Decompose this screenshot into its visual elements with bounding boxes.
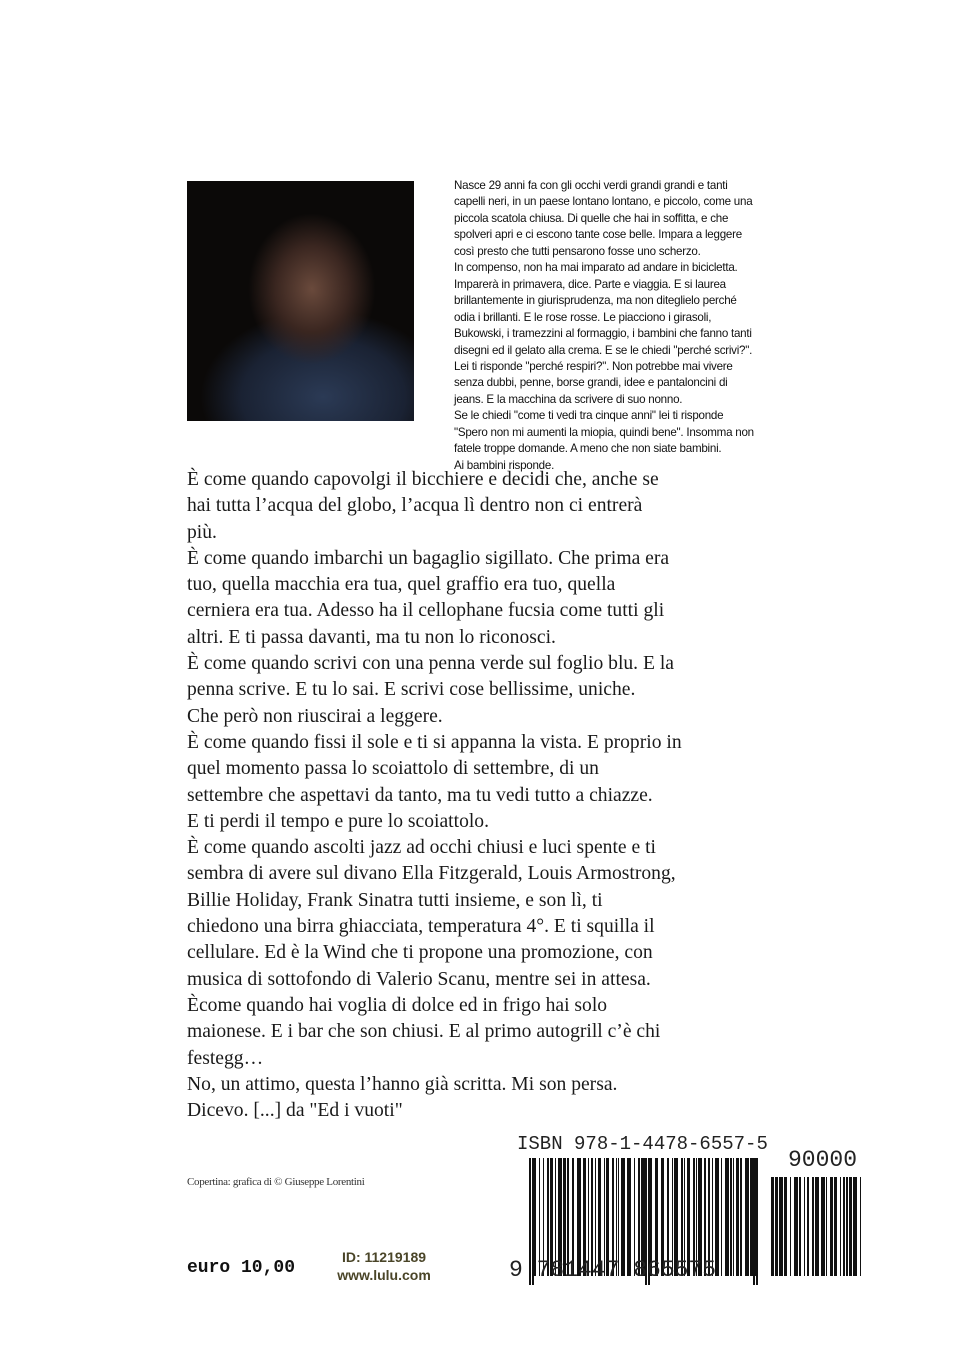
barcode-bar bbox=[755, 1158, 756, 1276]
isbn-label: ISBN 978-1-4478-6557-5 bbox=[517, 1133, 768, 1155]
barcode-bar bbox=[830, 1177, 833, 1276]
excerpt-line: Che però non riuscirai a leggere. bbox=[187, 705, 443, 727]
excerpt-line: festegg… bbox=[187, 1047, 264, 1069]
bio-line: capelli neri, in un paese lontano lontano, e piccolo, come una bbox=[454, 195, 753, 209]
barcode-bar bbox=[853, 1177, 857, 1276]
cover-credit: Copertina: grafica di © Giuseppe Lorentini bbox=[187, 1176, 365, 1188]
barcode-bar bbox=[740, 1158, 742, 1276]
excerpt-line: Billie Holiday, Frank Sinatra tutti insieme, e son lì, ti bbox=[187, 889, 603, 911]
lulu-id: ID: 11219189 bbox=[341, 1249, 427, 1265]
bio-line: brillantemente in giurisprudenza, ma non diteglielo perché bbox=[454, 294, 737, 308]
excerpt-line: penna scrive. E tu lo sai. E scrivi cose bellissime, uniche. bbox=[187, 679, 636, 701]
excerpt-line: settembre che aspettavi da tanto, ma tu vedi tutto a chiazze. bbox=[187, 784, 653, 806]
barcode-bar bbox=[730, 1158, 732, 1276]
bio-line: odia i brillanti. E le rose rosse. Le piacciono i girasoli, bbox=[454, 310, 712, 324]
bio-line: disegni ed il gelato alla crema. E se le chiedi "perché scrivi?". bbox=[454, 343, 753, 357]
bio-line: jeans. E la macchina da scrivere di suo nonno. bbox=[454, 392, 683, 406]
bio-line: spolveri apri e ci escono tante cose belle. Impara a leggere bbox=[454, 228, 742, 242]
barcode-bar bbox=[725, 1158, 729, 1276]
excerpt-line: È come quando ascolti jazz ad occhi chiusi e luci spente e ti bbox=[187, 837, 656, 859]
excerpt-line: tuo, quella macchia era tua, quel graffio era tuo, quella bbox=[187, 574, 616, 596]
barcode-digits: 9 781447 865575 bbox=[509, 1257, 717, 1283]
barcode-bar bbox=[804, 1177, 805, 1276]
bio-line: Bukowski, i tramezzini al formaggio, i bambini che fanno tanti bbox=[454, 327, 752, 341]
barcode-bar bbox=[834, 1177, 837, 1276]
excerpt-line: È come quando scrivi con una penna verde sul foglio blu. E la bbox=[187, 653, 674, 675]
barcode-bar bbox=[807, 1177, 809, 1276]
barcode-bar bbox=[750, 1158, 753, 1276]
excerpt-line: quel momento passa lo scoiattolo di settembre, di un bbox=[187, 758, 599, 780]
addon-code: 90000 bbox=[788, 1147, 858, 1173]
barcode-bar bbox=[733, 1158, 734, 1276]
barcode-bar bbox=[794, 1177, 798, 1276]
barcode-guard-bar bbox=[756, 1158, 758, 1285]
barcode-guard-bar bbox=[753, 1158, 755, 1285]
excerpt-line: chiedono una birra ghiacciata, temperatura 4°. E ti squilla il bbox=[187, 916, 655, 938]
barcode-bar bbox=[771, 1177, 774, 1276]
excerpt-line: sembra di avere sul divano Ella Fitzgerald, Louis Armostrong, bbox=[187, 863, 676, 885]
excerpt-line: È come quando imbarchi un bagaglio sigillato. Che prima era bbox=[187, 547, 670, 569]
barcode-bar bbox=[790, 1177, 791, 1276]
barcode-bar bbox=[799, 1177, 801, 1276]
excerpt-line: musica di sottofondo di Valerio Scanu, mentre sei in attesa. bbox=[187, 968, 651, 990]
barcode-bar bbox=[736, 1158, 739, 1276]
author-bio bbox=[454, 178, 754, 474]
excerpt-line: No, un attimo, questa l’hanno già scritta. Mi son persa. bbox=[187, 1073, 618, 1095]
barcode-bar bbox=[745, 1158, 749, 1276]
bio-line: Imparerà in primavera, dice. Parte e viaggia. E si laurea bbox=[454, 277, 726, 291]
barcode-bar bbox=[826, 1177, 827, 1276]
publisher-info bbox=[324, 1248, 444, 1284]
price: euro 10,00 bbox=[187, 1258, 296, 1278]
bio-line: così presto che tutti pensarono fosse uno scherzo. bbox=[454, 244, 701, 258]
lulu-url: www.lulu.com bbox=[337, 1267, 431, 1283]
excerpt-line: cellulare. Ed è la Wind che ti propone una promozione, con bbox=[187, 942, 653, 964]
barcode-bar bbox=[860, 1177, 861, 1276]
excerpt-line: hai tutta l’acqua del globo, l’acqua lì dentro non ci entrerà bbox=[187, 495, 643, 517]
excerpt-line: cerniera era tua. Adesso ha il cellophane fucsia come tutti gli bbox=[187, 600, 665, 622]
bio-line: In compenso, non ha mai imparato ad andare in bicicletta. bbox=[454, 261, 738, 275]
bio-line: senza dubbi, penne, borse grandi, idee e pantaloncini di bbox=[454, 376, 728, 390]
bio-line: Lei ti risponde "perché respiri?". Non potrebbe mai vivere bbox=[454, 359, 733, 373]
barcode-bar bbox=[779, 1177, 783, 1276]
bio-line: fatele troppe domande. A meno che non siate bambini. bbox=[454, 442, 722, 456]
excerpt-line: più. bbox=[187, 521, 217, 543]
excerpt-line: maionese. E i bar che son chiusi. E al primo autogrill c’è chi bbox=[187, 1021, 661, 1043]
excerpt-line: È come quando fissi il sole e ti si appanna la vista. E proprio in bbox=[187, 731, 682, 753]
barcode-bar bbox=[815, 1177, 819, 1276]
author-photo bbox=[187, 181, 414, 421]
barcode-bar bbox=[849, 1177, 852, 1276]
barcode-bar bbox=[784, 1177, 787, 1276]
excerpt-line: Ècome quando hai voglia di dolce ed in frigo hai solo bbox=[187, 994, 608, 1016]
bio-line: Ai bambini risponde. bbox=[454, 458, 555, 472]
barcode-bar bbox=[812, 1177, 814, 1276]
excerpt-text bbox=[187, 467, 682, 1124]
excerpt-line: Dicevo. [...] da "Ed i vuoti" bbox=[187, 1100, 403, 1122]
barcode-bar bbox=[821, 1177, 825, 1276]
barcode-bar bbox=[846, 1177, 848, 1276]
bio-line: Se le chiedi "come ti vedi tra cinque anni" lei ti risponde bbox=[454, 409, 724, 423]
excerpt-line: E ti perdi il tempo e pure lo scoiattolo. bbox=[187, 810, 490, 832]
excerpt-line: altri. E ti passa davanti, ma tu non lo riconosci. bbox=[187, 626, 556, 648]
barcode-bar bbox=[775, 1177, 778, 1276]
barcode-bar bbox=[843, 1177, 845, 1276]
barcode-bar bbox=[840, 1177, 841, 1276]
bio-line: Nasce 29 anni fa con gli occhi verdi grandi grandi e tanti bbox=[454, 179, 728, 192]
excerpt-line: È come quando capovolgi il bicchiere e decidi che, anche se bbox=[187, 469, 659, 490]
barcode-bar bbox=[721, 1158, 722, 1276]
bio-line: "Spero non mi aumenti la miopia, quindi bene". Insomma non bbox=[454, 425, 754, 439]
bio-line: piccola scatola chiusa. Di quelle che hai in soffitta, e che bbox=[454, 211, 729, 225]
